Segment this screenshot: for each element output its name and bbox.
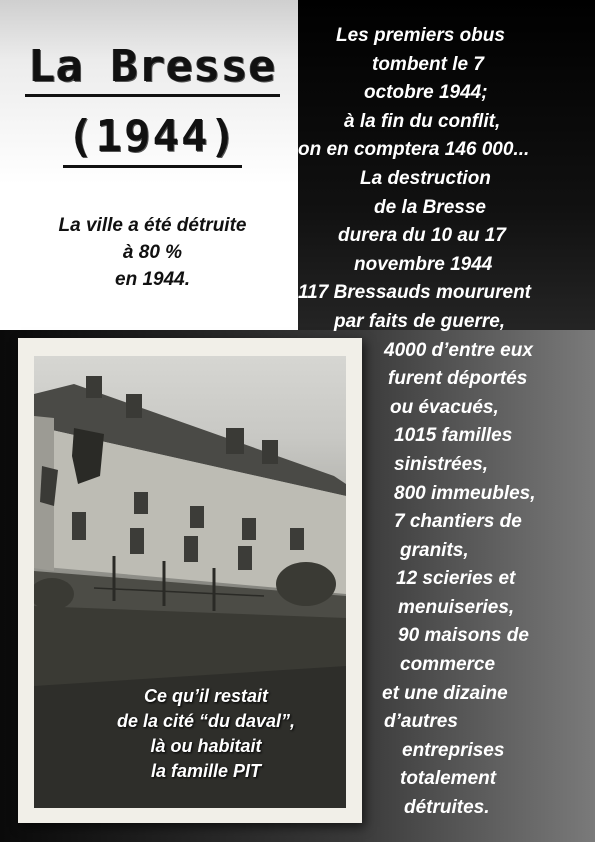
- history-line: 90 maisons de: [398, 625, 529, 647]
- history-line: 117 Bressauds moururent: [298, 282, 532, 304]
- history-line: durera du 10 au 17: [338, 225, 506, 247]
- history-line: tombent le 7: [372, 53, 484, 75]
- history-line: 7 chantiers de: [394, 511, 522, 533]
- note-line: La ville a été détruite: [58, 215, 247, 236]
- history-line: sinistrées,: [394, 453, 488, 475]
- photo-frame: [18, 338, 362, 823]
- caption-line: la famille PIT: [150, 761, 262, 781]
- caption-line: de la cité “du daval”,: [116, 711, 296, 731]
- history-line: entreprises: [402, 739, 505, 761]
- history-line: furent déportés: [388, 368, 528, 390]
- history-line: on en comptera 146 000...: [298, 139, 530, 161]
- history-line: octobre 1944;: [364, 82, 488, 104]
- history-line: 12 scieries et: [396, 568, 516, 590]
- destruction-note: [20, 212, 285, 293]
- history-line: menuiseries,: [398, 596, 515, 618]
- ruined-building-photo: [34, 356, 346, 808]
- history-line: 4000 d’entre eux: [384, 339, 533, 361]
- title-line-2: (1944): [63, 109, 242, 168]
- history-line: novembre 1944: [354, 253, 493, 275]
- history-line: d’autres: [384, 711, 458, 733]
- caption-line: là ou habitait: [150, 736, 262, 756]
- history-line: 800 immeubles,: [394, 482, 536, 504]
- history-line: à la fin du conflit,: [344, 110, 501, 132]
- history-line: de la Bresse: [374, 196, 486, 218]
- history-line: Les premiers obus: [336, 25, 505, 46]
- page-title: [10, 40, 295, 168]
- history-line: granits,: [400, 539, 469, 561]
- history-line: ou évacués,: [390, 396, 499, 418]
- history-line: 1015 familles: [394, 425, 513, 447]
- history-line: La destruction: [360, 167, 491, 189]
- history-line: par faits de guerre,: [334, 310, 506, 332]
- caption-line: Ce qu’il restait: [143, 686, 269, 706]
- history-line: commerce: [400, 654, 496, 676]
- title-line-1: La Bresse: [25, 40, 280, 97]
- note-line: à 80 %: [122, 242, 183, 263]
- photo-caption: [50, 684, 346, 784]
- note-line: en 1944.: [115, 269, 190, 290]
- history-line: et une dizaine: [382, 682, 508, 704]
- history-line: détruites.: [404, 797, 490, 819]
- history-line: totalement: [400, 768, 497, 790]
